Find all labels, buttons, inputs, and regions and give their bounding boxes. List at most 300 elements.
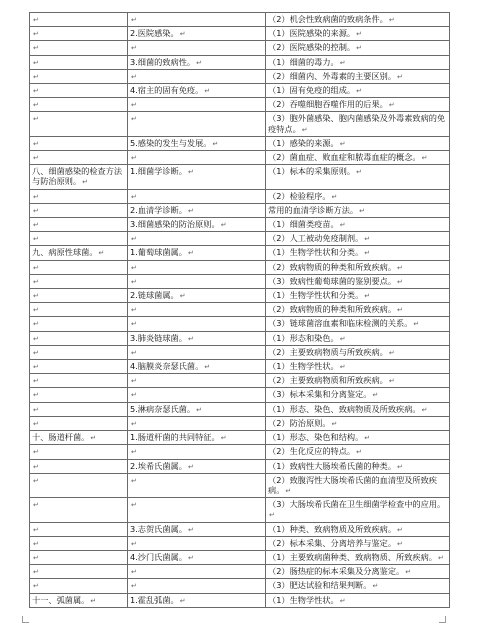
table-cell-c2[interactable] <box>128 550 266 564</box>
table-row <box>30 27 450 41</box>
cell-text: 5.淋病奈瑟氏菌。 <box>130 403 196 414</box>
paragraph-mark-icon: ↵ <box>421 154 428 163</box>
cell-text: （2）细菌内、外毒素的主要区别。 <box>268 70 397 81</box>
cell-text: 3.肺炎链球菌。 <box>130 332 187 343</box>
paragraph-mark-icon: ↵ <box>397 525 403 534</box>
paragraph-mark-icon: ↵ <box>339 58 346 67</box>
paragraph-mark-icon: ↵ <box>364 249 371 258</box>
table-row <box>30 69 450 83</box>
paragraph-mark-icon: ↵ <box>388 16 395 24</box>
paragraph-mark-icon: ↵ <box>131 448 137 457</box>
cell-text: 1.细菌学诊断。 <box>130 166 187 177</box>
table-cell-c2[interactable] <box>128 260 266 274</box>
paragraph-mark-icon: ↵ <box>33 192 39 201</box>
table-cell-c3[interactable] <box>266 388 450 402</box>
table-cell-c2[interactable] <box>128 41 266 55</box>
table-cell-c3[interactable] <box>266 536 450 550</box>
table-cell-c2[interactable] <box>128 27 266 41</box>
table-cell-c1[interactable] <box>30 136 128 150</box>
table-cell-c1[interactable] <box>30 550 128 564</box>
paragraph-mark-icon: ↵ <box>285 486 292 495</box>
cell-text: （2）致腹泻性大肠埃希氏菌的血清型及所致疾病。 <box>268 474 437 495</box>
table-cell-c1[interactable] <box>30 536 128 550</box>
table-row <box>30 246 450 260</box>
paragraph-mark-icon: ↵ <box>397 72 403 81</box>
paragraph-mark-icon: ↵ <box>33 72 39 81</box>
table-cell-c3[interactable] <box>266 165 450 189</box>
syllabus-table <box>29 12 450 608</box>
paragraph-mark-icon: ↵ <box>397 277 403 286</box>
cell-text: （1）医院感染的来源。 <box>268 28 356 39</box>
table-cell-c2[interactable] <box>128 246 266 260</box>
table-row <box>30 579 450 593</box>
paragraph-mark-icon: ↵ <box>33 391 39 400</box>
paragraph-mark-icon: ↵ <box>220 221 227 230</box>
table-cell-c2[interactable] <box>128 98 266 112</box>
table-cell-c1[interactable] <box>30 459 128 473</box>
table-row <box>30 13 450 27</box>
paragraph-mark-icon: ↵ <box>33 58 39 67</box>
table-cell-c3[interactable] <box>266 232 450 246</box>
paragraph-mark-icon: ↵ <box>397 462 403 471</box>
paragraph-mark-icon: ↵ <box>33 334 39 343</box>
table-row <box>30 165 450 189</box>
paragraph-mark-icon: ↵ <box>339 363 346 372</box>
cell-text: 2.医院感染。 <box>130 28 179 39</box>
table-cell-c3[interactable] <box>266 345 450 359</box>
paragraph-mark-icon: ↵ <box>356 448 362 457</box>
table-cell-c2[interactable] <box>128 165 266 189</box>
table-row <box>30 331 450 345</box>
table-cell-c3[interactable] <box>266 445 450 459</box>
cell-text: （1）种类、致病物质及所致疾病。 <box>268 523 397 534</box>
table-cell-c2[interactable] <box>128 345 266 359</box>
paragraph-mark-icon: ↵ <box>269 511 275 520</box>
paragraph-mark-icon: ↵ <box>179 596 186 605</box>
cell-text: （3）大肠埃希氏菌在卫生细菌学检查中的应用。 <box>268 499 446 510</box>
table-cell-c2[interactable] <box>128 579 266 593</box>
table-row <box>30 473 450 497</box>
table-cell-c3[interactable] <box>266 289 450 303</box>
paragraph-mark-icon: ↵ <box>356 30 362 39</box>
table-row <box>30 218 450 232</box>
cell-text: 4.脑膜炎奈瑟氏菌。 <box>130 361 204 372</box>
paragraph-mark-icon: ↵ <box>437 553 444 562</box>
cell-text: 3.细菌感染的防治原则。 <box>130 219 220 230</box>
table-cell-c1[interactable] <box>30 431 128 445</box>
table-row <box>30 402 450 416</box>
paragraph-mark-icon: ↵ <box>33 206 39 215</box>
table-cell-c2[interactable] <box>128 13 266 27</box>
cell-text: （1）主要致病菌种类、致病物质、所致疾病。 <box>268 551 437 562</box>
paragraph-mark-icon: ↵ <box>356 87 362 96</box>
table-row <box>30 189 450 203</box>
table-cell-c1[interactable] <box>30 388 128 402</box>
paragraph-mark-icon: ↵ <box>90 434 97 443</box>
table-cell-c2[interactable] <box>128 402 266 416</box>
paragraph-mark-icon: ↵ <box>33 139 39 148</box>
table-cell-c1[interactable] <box>30 303 128 317</box>
paragraph-mark-icon: ↵ <box>364 434 371 443</box>
table-cell-c1[interactable] <box>30 112 128 136</box>
table-cell-c1[interactable] <box>30 317 128 331</box>
paragraph-mark-icon: ↵ <box>33 16 39 24</box>
cell-text: 3.细菌的致病性。 <box>130 56 196 67</box>
table-cell-c1[interactable] <box>30 522 128 536</box>
paragraph-mark-icon: ↵ <box>331 192 338 201</box>
table-row <box>30 459 450 473</box>
table-cell-c3[interactable] <box>266 203 450 217</box>
paragraph-mark-icon: ↵ <box>33 320 39 329</box>
table-cell-c1[interactable] <box>30 189 128 203</box>
cell-text: 2.链球菌属。 <box>130 290 179 301</box>
table-row <box>30 84 450 98</box>
cell-text: 九、病原性球菌。 <box>32 247 98 258</box>
paragraph-mark-icon: ↵ <box>131 582 137 591</box>
paragraph-mark-icon: ↵ <box>187 249 194 258</box>
table-cell-c3[interactable] <box>266 303 450 317</box>
cell-text: （2）标本采集、分离培养与鉴定。 <box>268 537 397 548</box>
table-cell-c1[interactable] <box>30 84 128 98</box>
table-cell-c2[interactable] <box>128 445 266 459</box>
paragraph-mark-icon: ↵ <box>131 539 137 548</box>
table-cell-c2[interactable] <box>128 274 266 288</box>
table-cell-c3[interactable] <box>266 136 450 150</box>
cell-text: （1）生物学性状和分类。 <box>268 290 364 301</box>
table-cell-c2[interactable] <box>128 218 266 232</box>
paragraph-mark-icon: ↵ <box>33 277 39 286</box>
cell-text: 2.埃希氏菌属。 <box>130 460 187 471</box>
table-cell-c3[interactable] <box>266 218 450 232</box>
paragraph-mark-icon: ↵ <box>131 419 137 428</box>
paragraph-mark-icon: ↵ <box>413 320 420 329</box>
table-row <box>30 274 450 288</box>
cell-text: （2）医院感染的控制。 <box>268 42 356 53</box>
table-row <box>30 151 450 165</box>
table-cell-c3[interactable] <box>266 98 450 112</box>
table-cell-c3[interactable] <box>266 189 450 203</box>
table-cell-c1[interactable] <box>30 260 128 274</box>
paragraph-mark-icon: ↵ <box>397 306 403 315</box>
table-cell-c2[interactable] <box>128 317 266 331</box>
table-cell-c3[interactable] <box>266 112 450 136</box>
paragraph-mark-icon: ↵ <box>131 377 137 386</box>
paragraph-mark-icon: ↵ <box>179 30 186 39</box>
cell-text: 4.宿主的固有免疫。 <box>130 85 204 96</box>
table-row <box>30 289 450 303</box>
table-cell-c1[interactable] <box>30 55 128 69</box>
table-cell-c1[interactable] <box>30 203 128 217</box>
table-cell-c3[interactable] <box>266 151 450 165</box>
table-cell-c1[interactable] <box>30 473 128 497</box>
table-row <box>30 203 450 217</box>
table-row <box>30 431 450 445</box>
table-cell-c1[interactable] <box>30 402 128 416</box>
cell-text: （1）生物学性状。 <box>268 361 339 372</box>
table-cell-c3[interactable] <box>266 402 450 416</box>
table-cell-c2[interactable] <box>128 498 266 522</box>
table-cell-c2[interactable] <box>128 289 266 303</box>
paragraph-mark-icon: ↵ <box>212 139 219 148</box>
paragraph-mark-icon: ↵ <box>131 44 137 53</box>
cell-text: （2）肠热症的标本采集及分离鉴定。 <box>268 566 405 577</box>
table-row <box>30 303 450 317</box>
cell-text: （1）形态和染色。 <box>268 332 339 343</box>
table-cell-c2[interactable] <box>128 232 266 246</box>
cell-text: （1）致病性大肠埃希氏菌的种类。 <box>268 460 397 471</box>
table-cell-c1[interactable] <box>30 232 128 246</box>
cell-text: （1）细菌类疫苗。 <box>268 219 339 230</box>
paragraph-mark-icon: ↵ <box>131 263 137 272</box>
paragraph-mark-icon: ↵ <box>33 476 39 485</box>
paragraph-mark-icon: ↵ <box>98 249 105 258</box>
table-cell-c1[interactable] <box>30 165 128 189</box>
table-cell-c1[interactable] <box>30 41 128 55</box>
table-row <box>30 55 450 69</box>
table-cell-c2[interactable] <box>128 473 266 497</box>
paragraph-mark-icon: ↵ <box>131 476 137 485</box>
table-cell-c1[interactable] <box>30 416 128 430</box>
cell-text: 1.霍乱弧菌。 <box>130 594 179 605</box>
table-cell-c3[interactable] <box>266 431 450 445</box>
table-cell-c2[interactable] <box>128 303 266 317</box>
cell-text: （2）菌血症、败血症和脓毒血症的概念。 <box>268 152 421 163</box>
table-cell-c2[interactable] <box>128 565 266 579</box>
table-cell-c1[interactable] <box>30 593 128 607</box>
paragraph-mark-icon: ↵ <box>356 168 362 177</box>
paragraph-mark-icon: ↵ <box>220 434 227 443</box>
cell-text: （1）固有免疫的组成。 <box>268 85 356 96</box>
paragraph-mark-icon: ↵ <box>388 101 395 110</box>
table-cell-c3[interactable] <box>266 473 450 497</box>
paragraph-mark-icon: ↵ <box>131 192 137 201</box>
table-cell-c3[interactable] <box>266 331 450 345</box>
paragraph-mark-icon: ↵ <box>339 221 346 230</box>
table-row <box>30 136 450 150</box>
table-cell-c3[interactable] <box>266 260 450 274</box>
page-corner-mark-left <box>22 616 29 623</box>
table-cell-c1[interactable] <box>30 13 128 27</box>
cell-text: （1）感染的来源。 <box>268 137 339 148</box>
table-cell-c1[interactable] <box>30 274 128 288</box>
table-row <box>30 536 450 550</box>
paragraph-mark-icon: ↵ <box>204 87 211 96</box>
table-cell-c3[interactable] <box>266 579 450 593</box>
table-cell-c3[interactable] <box>266 84 450 98</box>
table-cell-c3[interactable] <box>266 374 450 388</box>
table-cell-c1[interactable] <box>30 331 128 345</box>
paragraph-mark-icon: ↵ <box>372 391 379 400</box>
table-cell-c1[interactable] <box>30 27 128 41</box>
paragraph-mark-icon: ↵ <box>33 363 39 372</box>
table-cell-c3[interactable] <box>266 69 450 83</box>
table-row <box>30 360 450 374</box>
table-row <box>30 388 450 402</box>
table-row <box>30 232 450 246</box>
table-cell-c1[interactable] <box>30 98 128 112</box>
cell-text: （3）肥达试验和结果判断。 <box>268 580 372 591</box>
paragraph-mark-icon: ↵ <box>33 263 39 272</box>
cell-text: （3）标本采集和分离鉴定。 <box>268 389 372 400</box>
table-cell-c3[interactable] <box>266 360 450 374</box>
table-cell-c1[interactable] <box>30 445 128 459</box>
cell-text: （1）形态、染色、致病物质及所致疾病。 <box>268 403 421 414</box>
table-cell-c1[interactable] <box>30 360 128 374</box>
paragraph-mark-icon: ↵ <box>131 101 137 110</box>
table-cell-c2[interactable] <box>128 151 266 165</box>
paragraph-mark-icon: ↵ <box>33 448 39 457</box>
table-cell-c1[interactable] <box>30 498 128 522</box>
table-cell-c2[interactable] <box>128 112 266 136</box>
cell-text: 十、肠道杆菌。 <box>32 432 90 443</box>
table-row <box>30 416 450 430</box>
paragraph-mark-icon: ↵ <box>187 206 194 215</box>
paragraph-mark-icon: ↵ <box>33 30 39 39</box>
table-cell-c3[interactable] <box>266 27 450 41</box>
paragraph-mark-icon: ↵ <box>82 178 89 187</box>
table-cell-c3[interactable] <box>266 274 450 288</box>
paragraph-mark-icon: ↵ <box>33 525 39 534</box>
table-cell-c2[interactable] <box>128 459 266 473</box>
paragraph-mark-icon: ↵ <box>131 391 137 400</box>
cell-text: 3.志贺氏菌属。 <box>130 523 187 534</box>
paragraph-mark-icon: ↵ <box>301 125 308 134</box>
syllabus-table-body <box>30 13 450 608</box>
paragraph-mark-icon: ↵ <box>33 115 39 124</box>
table-row <box>30 550 450 564</box>
table-row <box>30 98 450 112</box>
paragraph-mark-icon: ↵ <box>131 115 137 124</box>
table-cell-c2[interactable] <box>128 416 266 430</box>
table-cell-c3[interactable] <box>266 13 450 27</box>
paragraph-mark-icon: ↵ <box>33 101 39 110</box>
paragraph-mark-icon: ↵ <box>33 44 39 53</box>
cell-text: （1）生物学性状和分类。 <box>268 247 364 258</box>
paragraph-mark-icon: ↵ <box>131 235 137 244</box>
table-cell-c1[interactable] <box>30 246 128 260</box>
table-cell-c3[interactable] <box>266 416 450 430</box>
table-cell-c1[interactable] <box>30 218 128 232</box>
paragraph-mark-icon: ↵ <box>187 168 194 177</box>
table-cell-c3[interactable] <box>266 459 450 473</box>
paragraph-mark-icon: ↵ <box>33 419 39 428</box>
cell-text: 八、细菌感染的检查方法与防治原则。 <box>32 166 123 187</box>
paragraph-mark-icon: ↵ <box>187 525 194 534</box>
table-cell-c2[interactable] <box>128 69 266 83</box>
table-cell-c2[interactable] <box>128 203 266 217</box>
table-row <box>30 260 450 274</box>
paragraph-mark-icon: ↵ <box>421 405 428 414</box>
cell-text: （1）标本的采集原则。 <box>268 166 356 177</box>
table-cell-c2[interactable] <box>128 136 266 150</box>
cell-text: （2）主要致病物质和所致疾病。 <box>268 375 388 386</box>
table-cell-c2[interactable] <box>128 189 266 203</box>
table-row <box>30 345 450 359</box>
cell-text: （2）检验程序。 <box>268 190 331 201</box>
table-cell-c2[interactable] <box>128 360 266 374</box>
paragraph-mark-icon: ↵ <box>131 320 137 329</box>
table-cell-c2[interactable] <box>128 388 266 402</box>
paragraph-mark-icon: ↵ <box>331 419 338 428</box>
page-corner-mark-right <box>439 616 446 623</box>
paragraph-mark-icon: ↵ <box>372 582 379 591</box>
paragraph-mark-icon: ↵ <box>131 568 137 577</box>
table-cell-c2[interactable] <box>128 374 266 388</box>
paragraph-mark-icon: ↵ <box>33 306 39 315</box>
table-cell-c1[interactable] <box>30 565 128 579</box>
cell-text: （2）致病物质的种类和所致疾病。 <box>268 261 397 272</box>
table-row <box>30 41 450 55</box>
paragraph-mark-icon: ↵ <box>33 87 39 96</box>
table-cell-c3[interactable] <box>266 41 450 55</box>
table-cell-c3[interactable] <box>266 593 450 607</box>
paragraph-mark-icon: ↵ <box>187 462 194 471</box>
paragraph-mark-icon: ↵ <box>33 462 39 471</box>
cell-text: 4.沙门氏菌属。 <box>130 551 187 562</box>
paragraph-mark-icon: ↵ <box>388 348 395 357</box>
table-cell-c3[interactable] <box>266 565 450 579</box>
paragraph-mark-icon: ↵ <box>90 596 97 605</box>
table-row <box>30 445 450 459</box>
paragraph-mark-icon: ↵ <box>33 405 39 414</box>
paragraph-mark-icon: ↵ <box>204 363 211 372</box>
table-cell-c2[interactable] <box>128 522 266 536</box>
paragraph-mark-icon: ↵ <box>196 405 202 414</box>
paragraph-mark-icon: ↵ <box>388 377 395 386</box>
table-cell-c1[interactable] <box>30 345 128 359</box>
table-cell-c1[interactable] <box>30 69 128 83</box>
table-cell-c3[interactable] <box>266 498 450 522</box>
table-cell-c3[interactable] <box>266 550 450 564</box>
table-cell-c2[interactable] <box>128 431 266 445</box>
table-cell-c3[interactable] <box>266 522 450 536</box>
paragraph-mark-icon: ↵ <box>33 501 39 510</box>
table-row <box>30 522 450 536</box>
table-cell-c2[interactable] <box>128 593 266 607</box>
cell-text: 1.葡萄球菌属。 <box>130 247 187 258</box>
cell-text: （3）链球菌溶血素和临床检测的关系。 <box>268 318 413 329</box>
paragraph-mark-icon: ↵ <box>187 553 194 562</box>
cell-text: （3）致病性葡萄球菌的鉴别要点。 <box>268 275 397 286</box>
table-cell-c3[interactable] <box>266 246 450 260</box>
table-row <box>30 498 450 522</box>
cell-text: （1）形态、染色和结构。 <box>268 432 364 443</box>
cell-text: 常用的血清学诊断方法。 <box>268 204 359 215</box>
table-cell-c3[interactable] <box>266 55 450 69</box>
table-cell-c2[interactable] <box>128 536 266 550</box>
table-row <box>30 565 450 579</box>
paragraph-mark-icon: ↵ <box>33 568 39 577</box>
table-cell-c1[interactable] <box>30 151 128 165</box>
paragraph-mark-icon: ↵ <box>397 263 403 272</box>
table-cell-c2[interactable] <box>128 331 266 345</box>
table-cell-c2[interactable] <box>128 55 266 69</box>
table-row <box>30 374 450 388</box>
table-cell-c3[interactable] <box>266 317 450 331</box>
cell-text: 1.肠道杆菌的共同特征。 <box>130 432 220 443</box>
paragraph-mark-icon: ↵ <box>131 306 137 315</box>
paragraph-mark-icon: ↵ <box>131 72 137 81</box>
cell-text: （2）机会性致病菌的致病条件。 <box>268 14 388 24</box>
table-cell-c1[interactable] <box>30 579 128 593</box>
table-cell-c2[interactable] <box>128 84 266 98</box>
cell-text: 2.血清学诊断。 <box>130 204 187 215</box>
table-cell-c1[interactable] <box>30 374 128 388</box>
table-cell-c1[interactable] <box>30 289 128 303</box>
cell-text: （1）细菌的毒力。 <box>268 56 339 67</box>
paragraph-mark-icon: ↵ <box>33 377 39 386</box>
paragraph-mark-icon: ↵ <box>33 582 39 591</box>
